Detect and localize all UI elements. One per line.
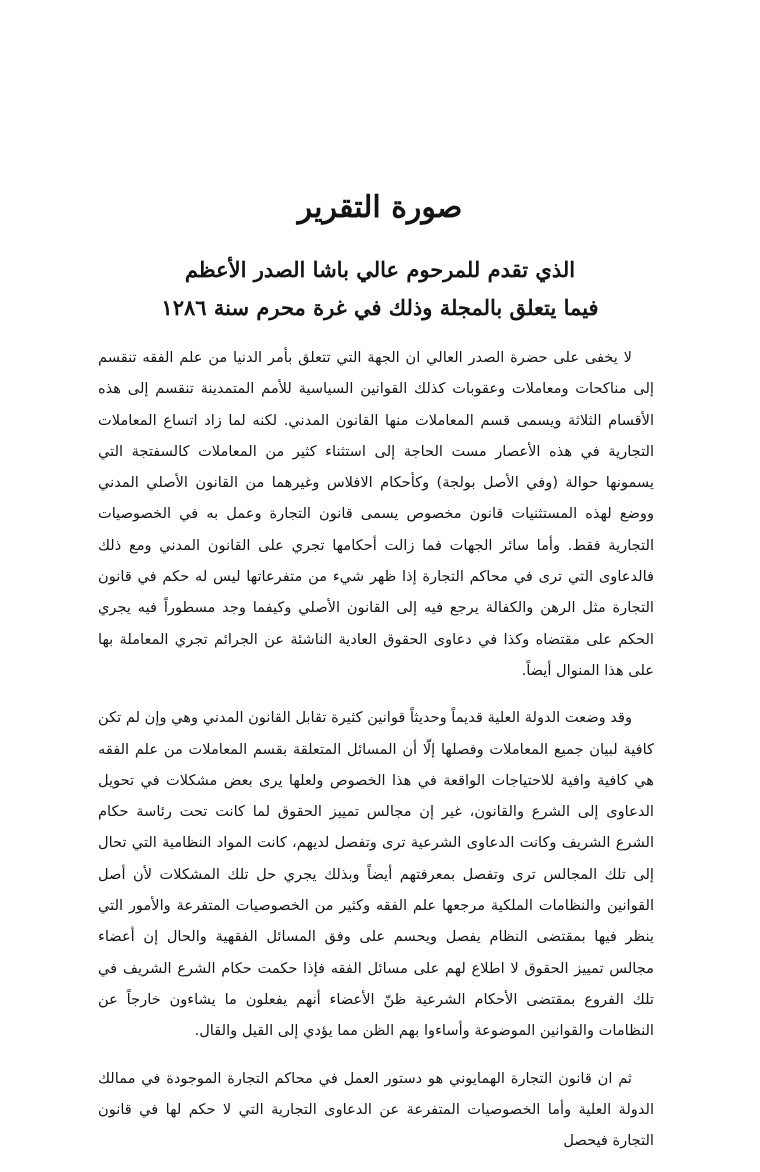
document-subtitle-line-1: الذي تقدم للمرحوم عالي باشا الصدر الأعظم (184, 257, 576, 282)
document-body (98, 342, 654, 1172)
document-subtitle-line-2: فيما يتعلق بالمجلة وذلك في غرة محرم سنة ١٢٨٦ (161, 295, 599, 320)
body-paragraph-3: ثم ان قانون التجارة الهمايوني هو دستور العمل في محاكم التجارة الموجودة في ممالك الدولة العلية وأما الخصوصيات المتفرعة عن الدعاوى التجارية التي لا حكم لها في قانون التجارة فيحصل (98, 1069, 654, 1150)
document-title: صورة التقرير (297, 190, 463, 225)
body-paragraph-2: وقد وضعت الدولة العلية قديماً وحديثاً قوانين كثيرة تقابل القانون المدني وهي وإن لم تكن كافية لبيان جميع المعاملات وفصلها إلّا أن المسائل المتعلقة بقسم المعاملات من علم الفقه هي كافية وافية للاحتياجات الواقعة في هذا الخصوص ولعلها يرى بعض مشكلات في تحويل الدعاوى إلى الشرع والقانون، غير إن مجالس تمييز الحقوق لما كانت تحت رئاسة حكام الشرع الشريف وكانت الدعاوى الشرعية ترى وتفصل لديهم، كانت المواد النظامية التي تحال إلى تلك المجالس ترى وتفصل بمعرفتهم أيضاً وبذلك يجري حل تلك المشكلات لأن أصل القوانين والنظامات الملكية مرجعها علم الفقه وكثير من الخصوصيات المتفرعة والأمور التي ينظر فيها بمقتضى النظام يفصل ويحسم على وفق المسائل الفقهية والحال إن أعضاء مجالس تمييز الحقوق لا اطلاع لهم على مسائل الفقه فإذا حكمت حكام الشرع الشريف في تلك الفروع بمقتضى الأحكام الشرعية ظنّ الأعضاء أنهم يفعلون ما يشاءون خارجاً عن النظامات والقوانين الموضوعة وأساءوا بهم الظن مما يؤدي إلى القيل والقال. (98, 709, 654, 1040)
body-paragraph-1: لا يخفى على حضرة الصدر العالي ان الجهة التي تتعلق بأمر الدنيا من علم الفقه تنقسم إلى مناكحات ومعاملات وعقوبات كذلك القوانين السياسية للأمم المتمدينة تنقسم إلى هذه الأقسام الثلاثة ويسمى قسم المعاملات منها القانون المدني. لكنه لما زاد اتساع المعاملات التجارية في هذه الأعصار مست الحاجة إلى استثناء كثير من المعاملات كالسفتجة التي يسمونها حوالة (وفي الأصل بولجة) وكأحكام الافلاس وغيرهما من القانون الأصلي المدني ووضع لهذه المستثنيات قانون مخصوص يسمى قانون التجارة وعمل به في الخصوصيات التجارية فقط. وأما سائر الجهات فما زالت أحكامها تجري على القانون المدني ومع ذلك فالدعاوى التي ترى في محاكم التجارة إذا ظهر شيء من متفرعاتها ليس له حكم في قانون التجارة مثل الرهن والكفالة يرجع فيه إلى القانون الأصلي وكيفما وجد مسطوراً فيه يجري الحكم على مقتضاه وكذا في دعاوى الحقوق العادية الناشئة عن الجرائم تجري المعاملة بها على هذا المنوال أيضاً. (98, 349, 654, 679)
